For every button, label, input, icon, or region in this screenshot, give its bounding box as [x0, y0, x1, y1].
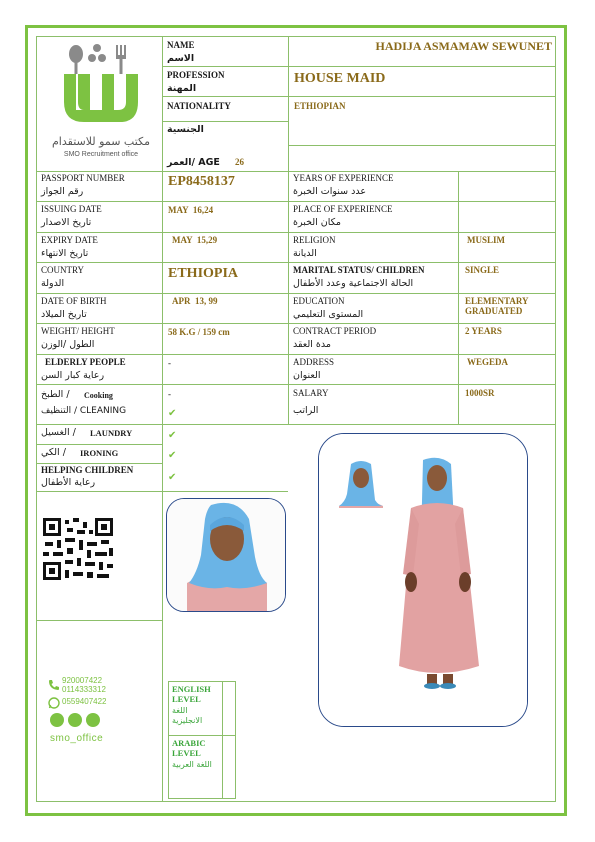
- religion-label-ar: الديانة: [293, 248, 317, 259]
- laundry-check-icon: ✔: [168, 430, 177, 441]
- contract-value: 2 YEARS: [465, 326, 502, 336]
- experience-years-label: YEARS OF EXPERIENCE: [293, 173, 394, 183]
- arabic-level-label-ar: اللغة العربية: [172, 760, 212, 769]
- full-body-photo: [318, 433, 528, 727]
- elderly-value: -: [168, 358, 171, 368]
- marital-value: SINGLE: [465, 265, 500, 275]
- age-label: العمر/ AGE: [167, 157, 220, 168]
- name-label: NAME: [167, 40, 195, 50]
- expiry-value: MAY 15,29: [172, 235, 218, 245]
- profession-label-ar: المهنة: [167, 83, 197, 94]
- portrait-photo: [166, 498, 286, 612]
- arabic-level-label: ARABIC LEVEL: [172, 738, 206, 758]
- phone-icon: [48, 678, 60, 690]
- logo-arabic-text: مكتب سمو للاستقدام: [52, 135, 150, 148]
- profession-label: PROFESSION: [167, 70, 225, 80]
- instagram-icon: [68, 713, 82, 727]
- contract-label-ar: مدة العقد: [293, 339, 331, 350]
- elderly-label: ELDERLY PEOPLE: [45, 357, 126, 367]
- issuing-value: MAY 16,24: [168, 205, 214, 215]
- english-level-label: ENGLISH LEVEL: [172, 684, 211, 704]
- nationality-label: NATIONALITY: [167, 101, 231, 111]
- weight-height-label: WEIGHT/ HEIGHT: [41, 326, 115, 336]
- education-label: EDUCATION: [293, 296, 345, 306]
- marital-label-ar: الحالة الاجتماعية وعدد الأطفال: [293, 278, 414, 289]
- helping-children-check-icon: ✔: [168, 472, 177, 483]
- marital-label: MARITAL STATUS/ CHILDREN: [293, 265, 425, 275]
- age-value: 26: [235, 157, 244, 167]
- whatsapp-icon: [48, 696, 60, 708]
- address-label: ADDRESS: [293, 357, 335, 367]
- cleaning-check-icon: ✔: [168, 408, 177, 419]
- company-logo: [50, 40, 150, 140]
- religion-value: MUSLIM: [467, 235, 505, 245]
- expiry-label: EXPIRY DATE: [41, 235, 98, 245]
- country-label: COUNTRY: [41, 265, 85, 275]
- snapchat-icon: [86, 713, 100, 727]
- cooking-value: -: [168, 389, 171, 399]
- dob-label-ar: تاريخ الميلاد: [41, 309, 87, 320]
- religion-label: RELIGION: [293, 235, 336, 245]
- cooking-label: Cooking: [84, 391, 113, 400]
- education-value: ELEMENTARY GRADUATED: [465, 296, 529, 316]
- name-value: HADIJA ASMAMAW SEWUNET: [375, 39, 552, 53]
- laundry-label: LAUNDRY: [90, 428, 133, 438]
- nationality-value: ETHIOPIAN: [294, 101, 346, 111]
- name-label-ar: الاسم: [167, 53, 195, 64]
- phone-number-2: 0114333312: [62, 685, 106, 694]
- address-label-ar: العنوان: [293, 370, 321, 381]
- social-handle: smo_office: [50, 733, 104, 744]
- weight-height-value: 58 K.G / 159 cm: [168, 327, 230, 337]
- ironing-label: IRONING: [80, 448, 119, 458]
- english-level-label-ar: اللغة الانجليزية: [172, 706, 203, 725]
- cleaning-label: التنظيف / CLEANING: [41, 406, 127, 416]
- weight-height-label-ar: الطول /الوزن: [41, 339, 95, 350]
- salary-label-ar: الراتب: [293, 405, 319, 416]
- contract-label: CONTRACT PERIOD: [293, 326, 377, 336]
- logo-english-text: SMO Recruitment office: [63, 151, 139, 158]
- helping-children-label-ar: رعاية الأطفال: [41, 477, 96, 488]
- expiry-label-ar: تاريخ الانتهاء: [41, 248, 89, 259]
- profession-value: HOUSE MAID: [294, 71, 386, 86]
- passport-value: EP8458137: [168, 174, 235, 189]
- qr-code: [43, 518, 113, 580]
- experience-years-label-ar: عدد سنوات الخبرة: [293, 186, 366, 197]
- elderly-label-ar: رعاية كبار السن: [41, 370, 105, 381]
- laundry-label-ar: الغسيل /: [41, 427, 76, 438]
- country-value: ETHIOPIA: [168, 266, 239, 281]
- education-label-ar: المستوى التعليمي: [293, 309, 364, 320]
- helping-children-label: HELPING CHILDREN: [41, 465, 134, 475]
- experience-place-label-ar: مكان الخبرة: [293, 217, 341, 228]
- ironing-label-ar: الكي /: [41, 447, 66, 458]
- issuing-label-ar: تاريخ الاصدار: [41, 217, 92, 228]
- dob-label: DATE OF BIRTH: [41, 296, 107, 306]
- dob-value: APR 13, 99: [172, 296, 218, 306]
- salary-label: SALARY: [293, 388, 329, 398]
- salary-value: 1000SR: [465, 388, 495, 398]
- ironing-check-icon: ✔: [168, 450, 177, 461]
- whatsapp-number: 0559407422: [62, 697, 107, 706]
- phone-number-1: 920007422: [62, 676, 103, 685]
- nationality-label-ar: الجنسية: [167, 124, 204, 135]
- cooking-label-ar: الطبخ /: [41, 389, 70, 400]
- twitter-icon: [50, 713, 64, 727]
- country-label-ar: الدولة: [41, 278, 65, 289]
- passport-label-ar: رقم الجواز: [41, 186, 84, 197]
- issuing-label: ISSUING DATE: [41, 204, 102, 214]
- experience-place-label: PLACE OF EXPERIENCE: [293, 204, 393, 214]
- passport-label: PASSPORT NUMBER: [41, 173, 125, 183]
- address-value: WEGEDA: [467, 357, 509, 367]
